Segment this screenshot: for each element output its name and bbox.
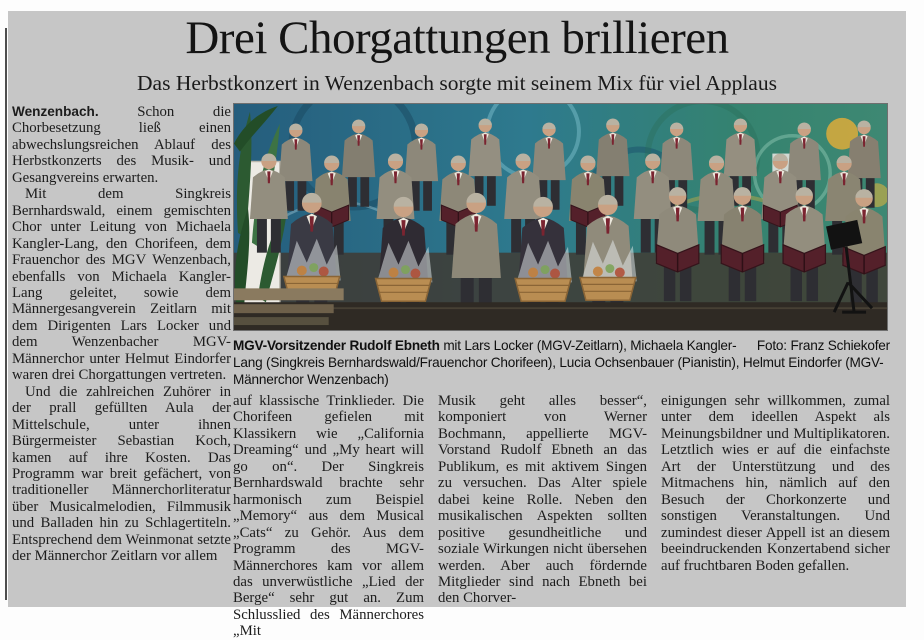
paragraph: Mit dem Singkreis Bernhardswald, einem gemischten Chor unter Leitung von Michaela Kangler-Lang, den Chorifeen, dem Frauenchor des MGV Wenzenbach, ebenfalls von Michaela Kangler-Lang geleitet, sowie dem Männergesangverein Zeitlarn mit dem Dirigenten Lars Locker und dem Wenzenbacher MGV-Männerchor unter Helmut Eindorfer waren drei Chorgattungen vertreten. — [12, 186, 231, 384]
caption-text: mit Lars Locker (MGV-Zeitlarn), Michaela Kangler-Lang (Singkreis Bernhardswald/Frauenchor Chorifeen), Lucia Ochsenbauer (Pianistin), Helmut Eindorfer (MGV-Männerchor Wenzenbach) — [233, 338, 884, 387]
article-subheadline: Das Herbstkonzert in Wenzenbach sorgte mit seinem Mix für viel Applaus — [137, 71, 777, 95]
article-headline: Drei Chorgattungen brillieren — [185, 12, 729, 64]
photo-credit: Foto: Franz Schiekofer — [756, 338, 890, 353]
article-column-2: auf klassische Trinklieder. Die Chorifeen gefielen mit Klassikern wie „California Dreaming“ und „My heart will go on“. Der Singkreis Bernhardswald brachte sehr harmonisch zum Beispiel „Memory“ aus dem Musical „Cats“ zu Gehör. Aus dem Programm des MGV-Männerchores kam vor allem das unverwüstliche „Lied der Berge“ sehr gut an. Zum Schlusslied des Männerchores „Mit — [233, 393, 424, 640]
paragraph-lead — [12, 104, 231, 186]
dateline-location: Wenzenbach. — [12, 104, 99, 119]
caption-names-bold: MGV-Vorsitzender Rudolf Ebneth — [233, 338, 440, 353]
paragraph-lead-text: Schon die Chorbesetzung ließ einen abwechslungsreichen Ablauf des Herbstkonzerts des Musik- und Gesangvereins erwarten. — [12, 104, 231, 186]
article-column-4: einigungen sehr willkommen, zumal unter dem ideellen Aspekt als Meinungsbildner und Multiplikatoren. Letztlich wies er auf die einfachste Art der Unterstützung und des Mitmachens hin, nämlich auf den Besuch der Chorkonzerte und sonstigen Veranstaltungen. Und zumindest dieser Appell ist an diesem beeindruckenden Konzertabend sicher auf fruchtbaren Boden gefallen. — [661, 393, 890, 574]
photo-caption — [233, 338, 890, 389]
article-left-column — [12, 104, 231, 565]
choir-photo-illustration — [234, 104, 887, 330]
article-column-3: Musik geht alles besser“, komponiert von Werner Bochmann, appellierte MGV-Vorstand Rudolf Ebneth an das Publikum, es mit aktivem Singen zu versuchen. Das Alter spiele dabei keine Rolle. Neben den musikalischen Aspekten sollten positive gesundheitliche und soziale Wirkungen nicht übersehen werden. Aber auch fördernde Mitglieder sind nach Ebneth bei den Chorver- — [438, 393, 647, 607]
paragraph: Und die zahlreichen Zuhörer in der prall gefüllten Aula der Mittelschule, unter ihnen Bürgermeister Sebastian Koch, kamen auf ihre Kosten. Das Programm war breit gefächert, von traditioneller Männerchorliteratur über Musicalmelodien, Filmmusik und Balladen hin zu Schlagertiteln. Entsprechend dem Weinmonat setzte der Männerchor Zeitlarn vor allem — [12, 383, 231, 565]
scan-edge-line — [5, 28, 7, 600]
choir-photo — [233, 103, 888, 331]
article-page — [8, 11, 906, 640]
article-bottom-columns — [233, 393, 890, 640]
